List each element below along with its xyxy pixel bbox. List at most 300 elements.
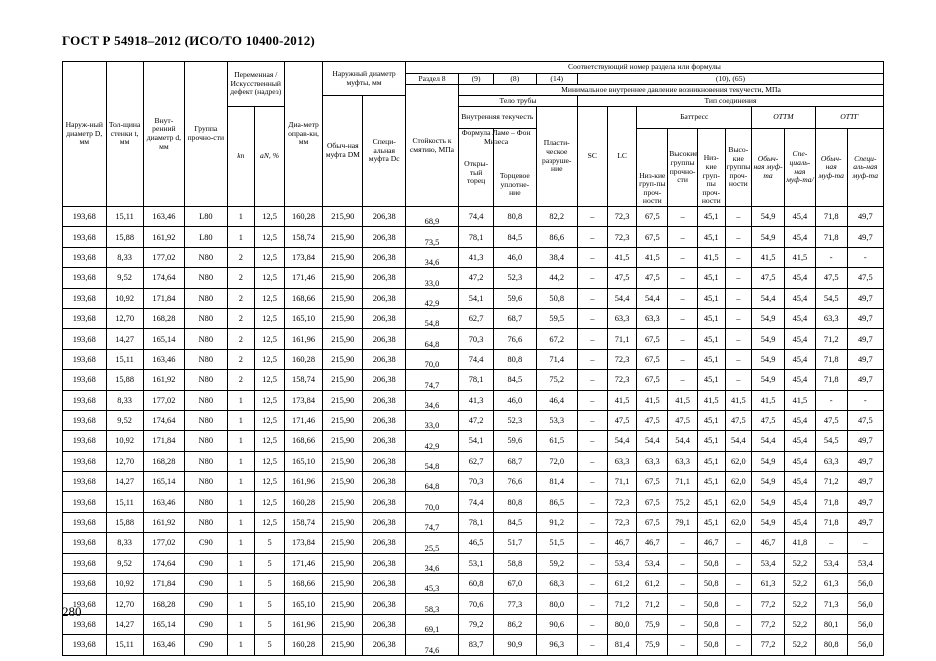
table-row bbox=[63, 410, 884, 430]
table-cell: 67,5 bbox=[637, 512, 668, 532]
table-cell: 71,1 bbox=[607, 472, 637, 492]
table-cell: 46,0 bbox=[494, 390, 536, 410]
table-cell: 14,27 bbox=[106, 329, 143, 349]
table-cell: N80 bbox=[185, 512, 227, 532]
table-cell: 51,5 bbox=[536, 533, 577, 553]
header-drift-diameter: Диа-метр оправ-ки, мм bbox=[284, 62, 322, 207]
table-cell: 168,28 bbox=[143, 451, 184, 471]
table-cell: – bbox=[577, 390, 607, 410]
table-cell: 193,68 bbox=[63, 594, 107, 614]
table-cell: 54,4 bbox=[607, 431, 637, 451]
table-cell: 76,6 bbox=[494, 472, 536, 492]
header-variable-defect: Переменная /Искусственный дефект (надрез) bbox=[227, 62, 284, 107]
table-row bbox=[63, 574, 884, 594]
table-cell: 80,8 bbox=[494, 207, 536, 227]
table-cell: 54,4 bbox=[752, 431, 785, 451]
table-cell: 54,5 bbox=[815, 288, 847, 308]
table-cell: 161,92 bbox=[143, 512, 184, 532]
table-cell: – bbox=[668, 247, 698, 267]
header-ottg-regular: Обыч-ная муф-та bbox=[815, 129, 847, 207]
table-cell: 9,52 bbox=[106, 410, 143, 430]
table-cell: 215,90 bbox=[323, 207, 363, 227]
table-cell: 41,5 bbox=[607, 390, 637, 410]
table-cell: 12,5 bbox=[255, 431, 285, 451]
table-cell: 206,38 bbox=[363, 614, 405, 634]
table-cell: 76,6 bbox=[494, 329, 536, 349]
table-cell: 45,1 bbox=[697, 492, 725, 512]
table-cell: 54,9 bbox=[752, 207, 785, 227]
table-cell: 50,8 bbox=[697, 574, 725, 594]
table-cell: 15,11 bbox=[106, 492, 143, 512]
table-cell: 33,0 bbox=[405, 268, 458, 288]
table-cell: 54,9 bbox=[752, 370, 785, 390]
table-cell: – bbox=[815, 533, 847, 553]
table-cell: 161,92 bbox=[143, 370, 184, 390]
header-f14: (14) bbox=[536, 74, 577, 85]
table-cell: 215,90 bbox=[323, 268, 363, 288]
table-row bbox=[63, 635, 884, 655]
table-cell: 70,0 bbox=[405, 492, 458, 512]
table-cell: 45,4 bbox=[785, 207, 816, 227]
table-cell: 79,1 bbox=[668, 512, 698, 532]
table-cell: 160,28 bbox=[284, 635, 322, 655]
table-cell: 5 bbox=[255, 533, 285, 553]
table-cell: 80,8 bbox=[494, 349, 536, 369]
table-cell: 52,3 bbox=[494, 410, 536, 430]
table-cell: 41,3 bbox=[459, 390, 494, 410]
table-row bbox=[63, 288, 884, 308]
table-cell: 15,88 bbox=[106, 512, 143, 532]
table-cell: – bbox=[725, 268, 752, 288]
table-cell: 215,90 bbox=[323, 553, 363, 573]
table-cell: 173,84 bbox=[284, 390, 322, 410]
table-cell: 54,4 bbox=[637, 431, 668, 451]
table-cell: 47,5 bbox=[607, 410, 637, 430]
header-kn: kn bbox=[227, 107, 255, 207]
table-cell: 163,46 bbox=[143, 635, 184, 655]
table-cell: 160,28 bbox=[284, 492, 322, 512]
table-cell: 161,96 bbox=[284, 329, 322, 349]
table-cell: 59,2 bbox=[536, 553, 577, 573]
table-cell: 1 bbox=[227, 431, 255, 451]
table-cell: – bbox=[577, 288, 607, 308]
table-cell: 60,8 bbox=[459, 574, 494, 594]
table-cell: 46,5 bbox=[459, 533, 494, 553]
table-cell: 177,02 bbox=[143, 533, 184, 553]
table-cell: 45,1 bbox=[697, 227, 725, 247]
table-cell: 61,5 bbox=[536, 431, 577, 451]
table-cell: 62,7 bbox=[459, 451, 494, 471]
table-cell: 54,9 bbox=[752, 492, 785, 512]
table-cell: 49,7 bbox=[847, 227, 883, 247]
table-cell: 53,4 bbox=[752, 553, 785, 573]
table-cell: 45,4 bbox=[785, 329, 816, 349]
table-cell: 215,90 bbox=[323, 512, 363, 532]
table-cell: L80 bbox=[185, 227, 227, 247]
header-open-end-label: Откры-тый торец bbox=[464, 159, 489, 186]
table-cell: 54,9 bbox=[752, 349, 785, 369]
table-cell: 171,46 bbox=[284, 553, 322, 573]
table-cell: 45,1 bbox=[697, 329, 725, 349]
table-cell: 215,90 bbox=[323, 574, 363, 594]
table-cell: 71,2 bbox=[815, 472, 847, 492]
table-cell: – bbox=[668, 370, 698, 390]
table-cell: 72,3 bbox=[607, 207, 637, 227]
table-cell: 67,5 bbox=[637, 207, 668, 227]
table-cell: 168,66 bbox=[284, 431, 322, 451]
table-cell: 12,70 bbox=[106, 308, 143, 328]
table-cell: 63,3 bbox=[637, 308, 668, 328]
table-cell: 1 bbox=[227, 635, 255, 655]
table-cell: 53,4 bbox=[847, 553, 883, 573]
table-cell: 215,90 bbox=[323, 247, 363, 267]
table-cell: – bbox=[725, 370, 752, 390]
table-cell: 47,5 bbox=[847, 268, 883, 288]
table-cell: 171,84 bbox=[143, 288, 184, 308]
table-cell: – bbox=[725, 594, 752, 614]
table-cell: 67,5 bbox=[637, 329, 668, 349]
header-min-pressure: Минимальное внутреннее давление возникновения текучести, МПа bbox=[459, 85, 884, 96]
table-cell: 74,7 bbox=[405, 370, 458, 390]
table-cell: 171,84 bbox=[143, 574, 184, 594]
table-cell: N80 bbox=[185, 410, 227, 430]
table-cell: – bbox=[577, 553, 607, 573]
table-cell: N80 bbox=[185, 288, 227, 308]
table-cell: 45,4 bbox=[785, 512, 816, 532]
table-cell: 67,5 bbox=[637, 472, 668, 492]
table-cell: 215,90 bbox=[323, 614, 363, 634]
table-cell: 54,9 bbox=[752, 308, 785, 328]
table-cell: 63,3 bbox=[815, 308, 847, 328]
table-cell: 64,8 bbox=[405, 329, 458, 349]
table-cell: 1 bbox=[227, 553, 255, 573]
table-cell: 206,38 bbox=[363, 635, 405, 655]
table-cell: 72,3 bbox=[607, 349, 637, 369]
table-cell: 193,68 bbox=[63, 227, 107, 247]
table-cell: – bbox=[577, 533, 607, 553]
table-cell: 62,0 bbox=[725, 472, 752, 492]
table-cell: 12,5 bbox=[255, 329, 285, 349]
table-cell: 47,5 bbox=[815, 268, 847, 288]
table-cell: 50,8 bbox=[697, 594, 725, 614]
table-cell: 206,38 bbox=[363, 451, 405, 471]
table-cell: 193,68 bbox=[63, 574, 107, 594]
table-cell: 161,96 bbox=[284, 472, 322, 492]
table-cell: 45,1 bbox=[697, 451, 725, 471]
table-cell: 41,3 bbox=[459, 247, 494, 267]
table-cell: 165,14 bbox=[143, 614, 184, 634]
table-cell: 206,38 bbox=[363, 533, 405, 553]
table-cell: 12,5 bbox=[255, 512, 285, 532]
table-cell: 54,4 bbox=[607, 288, 637, 308]
table-cell: 52,2 bbox=[785, 614, 816, 634]
header-plastic-rupture: Пласти-ческое разруше-ние bbox=[536, 107, 577, 207]
header-connection-type: Тип соединения bbox=[577, 96, 883, 107]
table-cell: 161,92 bbox=[143, 227, 184, 247]
table-cell: 206,38 bbox=[363, 370, 405, 390]
table-cell: 47,5 bbox=[725, 410, 752, 430]
table-cell: 78,1 bbox=[459, 512, 494, 532]
table-cell: 14,27 bbox=[106, 472, 143, 492]
table-cell: 1 bbox=[227, 512, 255, 532]
table-cell: 46,7 bbox=[607, 533, 637, 553]
table-cell: 75,9 bbox=[637, 635, 668, 655]
table-cell: 63,3 bbox=[607, 451, 637, 471]
header-internal-yield: Внутренняя текучесть bbox=[459, 107, 537, 129]
table-cell: 80,8 bbox=[815, 635, 847, 655]
table-cell: 70,0 bbox=[405, 349, 458, 369]
table-cell: 45,1 bbox=[697, 349, 725, 369]
table-cell: 71,8 bbox=[815, 512, 847, 532]
table-cell: 1 bbox=[227, 390, 255, 410]
table-cell: 74,4 bbox=[459, 349, 494, 369]
table-cell: C90 bbox=[185, 594, 227, 614]
table-cell: 206,38 bbox=[363, 512, 405, 532]
table-cell: 45,4 bbox=[785, 410, 816, 430]
table-cell: 160,28 bbox=[284, 207, 322, 227]
table-cell: – bbox=[577, 410, 607, 430]
table-cell: 78,1 bbox=[459, 227, 494, 247]
table-cell: – bbox=[577, 451, 607, 471]
table-cell: 193,68 bbox=[63, 512, 107, 532]
table-cell: 59,6 bbox=[494, 431, 536, 451]
table-cell: 47,2 bbox=[459, 268, 494, 288]
table-cell: - bbox=[815, 390, 847, 410]
table-cell: 206,38 bbox=[363, 268, 405, 288]
table-cell: 160,28 bbox=[284, 349, 322, 369]
table-cell: 34,6 bbox=[405, 247, 458, 267]
header-ottm: ОТТМ bbox=[752, 107, 816, 129]
table-cell: 206,38 bbox=[363, 207, 405, 227]
table-cell: – bbox=[847, 533, 883, 553]
table-cell: 53,1 bbox=[459, 553, 494, 573]
header-lc: LC bbox=[607, 107, 637, 207]
header-pipe-body: Тело трубы bbox=[459, 96, 578, 107]
table-cell: 72,3 bbox=[607, 512, 637, 532]
table-cell: 72,3 bbox=[607, 227, 637, 247]
page-number: 280 bbox=[62, 604, 82, 619]
header-coupling-special: Специ-альная муфта Dc bbox=[363, 96, 405, 207]
table-cell: 193,68 bbox=[63, 533, 107, 553]
table-cell: 86,5 bbox=[536, 492, 577, 512]
table-cell: 45,4 bbox=[785, 472, 816, 492]
table-cell: 71,4 bbox=[536, 349, 577, 369]
table-cell: – bbox=[668, 207, 698, 227]
table-cell: 47,5 bbox=[637, 268, 668, 288]
table-cell: 54,9 bbox=[752, 451, 785, 471]
table-cell: 174,64 bbox=[143, 410, 184, 430]
table-cell: 75,2 bbox=[536, 370, 577, 390]
header-inner-diameter: Внут-ренний диаметр d, мм bbox=[143, 62, 184, 207]
table-cell: 1 bbox=[227, 574, 255, 594]
table-row bbox=[63, 472, 884, 492]
table-cell: 61,2 bbox=[637, 574, 668, 594]
table-cell: 41,5 bbox=[785, 390, 816, 410]
table-cell: – bbox=[725, 574, 752, 594]
header-low-strength-2: Низ-кие груп-пы проч-ности bbox=[697, 129, 725, 207]
table-cell: 56,0 bbox=[847, 635, 883, 655]
table-cell: 58,8 bbox=[494, 553, 536, 573]
table-cell: 158,74 bbox=[284, 512, 322, 532]
table-cell: 96,3 bbox=[536, 635, 577, 655]
table-row bbox=[63, 329, 884, 349]
table-cell: 54,9 bbox=[752, 227, 785, 247]
table-cell: 59,6 bbox=[494, 288, 536, 308]
table-cell: – bbox=[577, 308, 607, 328]
table-cell: 49,7 bbox=[847, 492, 883, 512]
header-an: aN, % bbox=[255, 107, 285, 207]
table-cell: 54,8 bbox=[405, 308, 458, 328]
table-cell: 53,3 bbox=[536, 410, 577, 430]
table-cell: – bbox=[668, 635, 698, 655]
table-cell: 206,38 bbox=[363, 308, 405, 328]
table-cell: 63,3 bbox=[637, 451, 668, 471]
table-cell: 72,0 bbox=[536, 451, 577, 471]
table-cell: 52,2 bbox=[785, 635, 816, 655]
table-cell: – bbox=[577, 227, 607, 247]
table-cell: 71,2 bbox=[637, 594, 668, 614]
table-cell: 83,7 bbox=[459, 635, 494, 655]
table-body bbox=[63, 207, 884, 656]
table-cell: 47,5 bbox=[668, 410, 698, 430]
table-cell: – bbox=[668, 329, 698, 349]
data-table bbox=[62, 61, 884, 656]
table-cell: 8,33 bbox=[106, 247, 143, 267]
table-cell: 215,90 bbox=[323, 329, 363, 349]
table-cell: 45,4 bbox=[785, 451, 816, 471]
table-cell: 90,9 bbox=[494, 635, 536, 655]
table-cell: N80 bbox=[185, 451, 227, 471]
table-cell: – bbox=[577, 329, 607, 349]
table-cell: 49,7 bbox=[847, 288, 883, 308]
table-cell: C90 bbox=[185, 553, 227, 573]
table-cell: 41,8 bbox=[785, 533, 816, 553]
table-cell: 84,5 bbox=[494, 512, 536, 532]
table-cell: 193,68 bbox=[63, 431, 107, 451]
table-cell: 74,7 bbox=[405, 512, 458, 532]
table-cell: 45,1 bbox=[697, 512, 725, 532]
table-cell: – bbox=[577, 594, 607, 614]
table-cell: 1 bbox=[227, 207, 255, 227]
table-cell: 82,2 bbox=[536, 207, 577, 227]
table-cell: 1 bbox=[227, 492, 255, 512]
table-cell: 54,9 bbox=[752, 512, 785, 532]
table-cell: 168,66 bbox=[284, 288, 322, 308]
table-cell: 75,9 bbox=[637, 614, 668, 634]
table-cell: 165,10 bbox=[284, 308, 322, 328]
table-cell: 80,0 bbox=[536, 594, 577, 614]
table-cell: 47,5 bbox=[815, 410, 847, 430]
table-cell: 12,5 bbox=[255, 268, 285, 288]
table-cell: 77,2 bbox=[752, 594, 785, 614]
header-f9: (9) bbox=[459, 74, 494, 85]
table-cell: 45,4 bbox=[785, 370, 816, 390]
table-cell: 206,38 bbox=[363, 431, 405, 451]
table-cell: 63,3 bbox=[607, 308, 637, 328]
table-cell: 158,74 bbox=[284, 227, 322, 247]
table-row bbox=[63, 451, 884, 471]
table-cell: 75,2 bbox=[668, 492, 698, 512]
table-cell: 84,5 bbox=[494, 370, 536, 390]
table-cell: – bbox=[725, 349, 752, 369]
table-cell: 54,4 bbox=[668, 431, 698, 451]
header-f10-65: (10), (65) bbox=[577, 74, 883, 85]
table-cell: 174,64 bbox=[143, 553, 184, 573]
table-cell: – bbox=[668, 574, 698, 594]
table-cell: 41,5 bbox=[607, 247, 637, 267]
table-cell: 52,2 bbox=[785, 574, 816, 594]
table-cell: 165,14 bbox=[143, 472, 184, 492]
table-cell: 71,8 bbox=[815, 349, 847, 369]
table-cell: 47,5 bbox=[847, 410, 883, 430]
table-cell: 193,68 bbox=[63, 268, 107, 288]
table-cell: 206,38 bbox=[363, 410, 405, 430]
header-outer-diameter: Наруж-ный диаметр D, мм bbox=[63, 62, 107, 207]
table-cell: 45,1 bbox=[697, 288, 725, 308]
table-cell: 163,46 bbox=[143, 492, 184, 512]
table-cell: 173,84 bbox=[284, 533, 322, 553]
table-cell: 1 bbox=[227, 594, 255, 614]
table-cell: 53,4 bbox=[815, 553, 847, 573]
table-row bbox=[63, 268, 884, 288]
table-cell: – bbox=[668, 594, 698, 614]
table-cell: 12,5 bbox=[255, 247, 285, 267]
table-cell: 45,1 bbox=[697, 370, 725, 390]
table-cell: 62,7 bbox=[459, 308, 494, 328]
table-cell: 53,4 bbox=[637, 553, 668, 573]
table-cell: 52,2 bbox=[785, 553, 816, 573]
table-cell: – bbox=[577, 431, 607, 451]
table-cell: 206,38 bbox=[363, 492, 405, 512]
table-cell: - bbox=[815, 247, 847, 267]
table-cell: 71,2 bbox=[607, 594, 637, 614]
table-cell: 73,5 bbox=[405, 227, 458, 247]
table-cell: 2 bbox=[227, 308, 255, 328]
table-cell: – bbox=[668, 533, 698, 553]
table-cell: – bbox=[577, 635, 607, 655]
table-cell: N80 bbox=[185, 370, 227, 390]
table-cell: 44,2 bbox=[536, 268, 577, 288]
table-cell: 58,3 bbox=[405, 594, 458, 614]
table-row bbox=[63, 308, 884, 328]
table-cell: 215,90 bbox=[323, 227, 363, 247]
table-cell: 50,8 bbox=[697, 614, 725, 634]
table-cell: 68,3 bbox=[536, 574, 577, 594]
table-cell: C90 bbox=[185, 533, 227, 553]
table-cell: 45,1 bbox=[697, 268, 725, 288]
table-row bbox=[63, 594, 884, 614]
table-cell: – bbox=[577, 492, 607, 512]
table-cell: 5 bbox=[255, 594, 285, 614]
table-cell: 70,3 bbox=[459, 329, 494, 349]
table-cell: 174,64 bbox=[143, 268, 184, 288]
table-cell: 49,7 bbox=[847, 451, 883, 471]
table-cell: – bbox=[577, 247, 607, 267]
table-cell: – bbox=[668, 614, 698, 634]
table-cell: 206,38 bbox=[363, 329, 405, 349]
table-cell: 12,5 bbox=[255, 492, 285, 512]
table-cell: 67,2 bbox=[536, 329, 577, 349]
table-cell: 193,68 bbox=[63, 635, 107, 655]
table-cell: 206,38 bbox=[363, 594, 405, 614]
table-cell: – bbox=[725, 207, 752, 227]
header-collapse: Стойкость к смятию, МПа bbox=[405, 85, 458, 207]
table-cell: 215,90 bbox=[323, 635, 363, 655]
header-f8: (8) bbox=[494, 74, 536, 85]
table-cell: 54,9 bbox=[752, 329, 785, 349]
table-cell: 49,7 bbox=[847, 349, 883, 369]
table-cell: 168,66 bbox=[284, 574, 322, 594]
